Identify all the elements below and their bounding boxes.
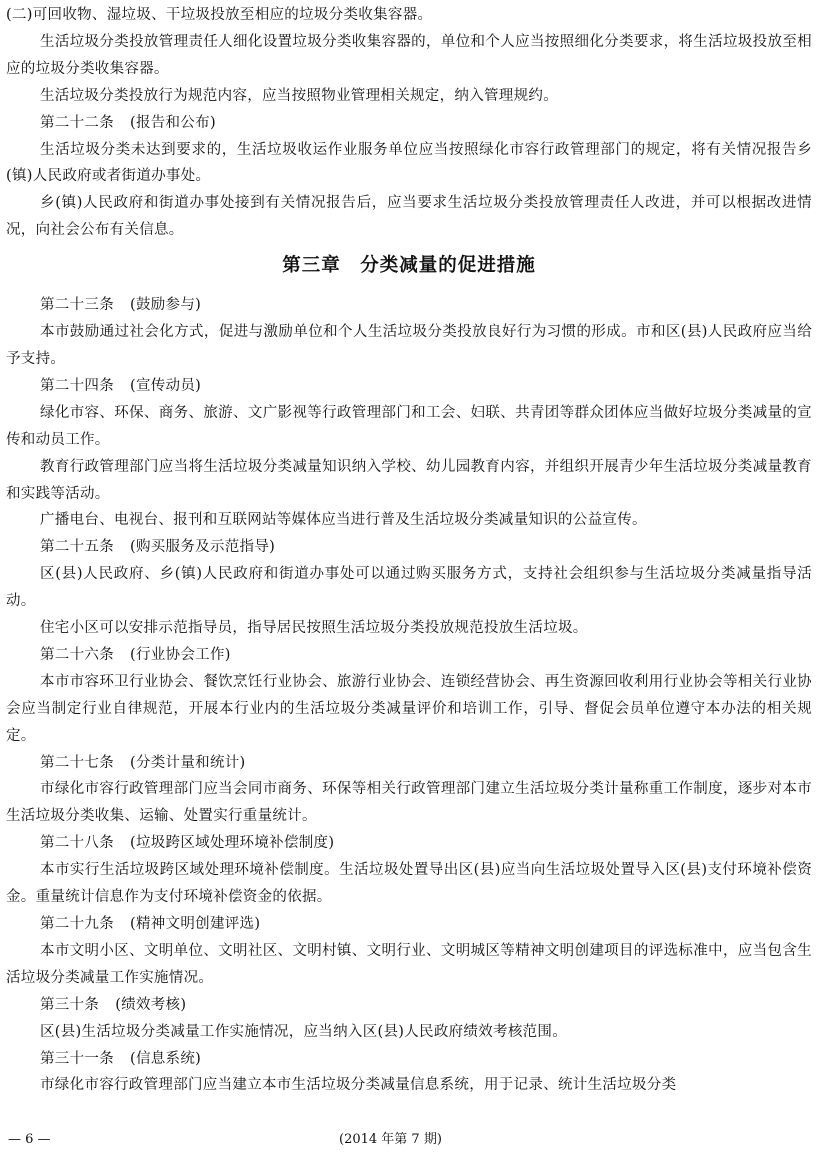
article-caption: (行业协会工作) — [130, 646, 231, 663]
article-number: 第二十三条 — [40, 297, 114, 314]
article-number: 第二十四条 — [40, 377, 114, 394]
article-number: 第二十九条 — [40, 916, 114, 932]
paragraph: 本市实行生活垃圾跨区域处理环境补偿制度。生活垃圾处置导出区(县)应当向生活垃圾处置导入区(县)支付环境补偿资金。重量统计信息作为支付环境补偿资金的依据。 — [6, 862, 812, 906]
paragraph: 生活垃圾分类未达到要求的，生活垃圾收运作业服务单位应当按照绿化市容行政管理部门的规定，将有关情况报告乡(镇)人民政府或者街道办事处。 — [6, 141, 812, 185]
page-number: — 6 — — [8, 1132, 51, 1147]
article-caption: (信息系统) — [130, 1050, 202, 1067]
article-heading — [6, 534, 812, 561]
paragraph: 生活垃圾分类投放管理责任人细化设置垃圾分类收集容器的，单位和个人应当按照细化分类要求，将生活垃圾投放至相应的垃圾分类收集容器。 — [6, 33, 812, 77]
chapter-title: 第三章 分类减量的促进措施 — [282, 255, 536, 277]
article-number: 第三十条 — [40, 996, 100, 1013]
article-heading — [6, 110, 812, 137]
article-number: 第三十一条 — [40, 1050, 114, 1067]
paragraph: 乡(镇)人民政府和街道办事处接到有关情况报告后，应当要求生活垃圾分类投放管理责任人改进，并可以根据改进情况，向社会公布有关信息。 — [6, 195, 812, 239]
article-caption: (鼓励参与) — [130, 297, 202, 314]
article-heading — [6, 830, 812, 857]
paragraph: 本市文明小区、文明单位、文明社区、文明村镇、文明行业、文明城区等精神文明创建项目的评选标准中，应当包含生活垃圾分类减量工作实施情况。 — [6, 942, 812, 986]
paragraph: 市绿化市容行政管理部门应当会同市商务、环保等相关行政管理部门建立生活垃圾分类计量称重工作制度，逐步对本市生活垃圾分类收集、运输、处置实行重量统计。 — [6, 781, 812, 825]
article-caption: (报告和公布) — [130, 114, 216, 131]
paragraph: 本市鼓励通过社会化方式，促进与激励单位和个人生活垃圾分类投放良好行为习惯的形成。市和区(县)人民政府应当给予支持。 — [6, 324, 812, 367]
article-heading — [6, 292, 812, 319]
paragraph: 广播电台、电视台、报刊和互联网站等媒体应当进行普及生活垃圾分类减量知识的公益宣传。 — [40, 512, 647, 529]
article-caption: (分类计量和统计) — [130, 754, 246, 771]
article-caption: (精神文明创建评选) — [130, 916, 261, 932]
issue-label: (2014 年第 7 期) — [339, 1132, 442, 1147]
article-caption: (绩效考核) — [115, 996, 187, 1013]
article-caption: (垃圾跨区域处理环境补偿制度) — [130, 835, 335, 852]
paragraph: 绿化市容、环保、商务、旅游、文广影视等行政管理部门和工会、妇联、共青团等群众团体应当做好垃圾分类减量的宣传和动员工作。 — [6, 404, 812, 448]
paragraph: 市绿化市容行政管理部门应当建立本市生活垃圾分类减量信息系统，用于记录、统计生活垃圾分类 — [40, 1077, 677, 1094]
article-number: 第二十六条 — [40, 646, 114, 663]
article-number: 第二十二条 — [40, 114, 114, 131]
paragraph: 本市市容环卫行业协会、餐饮烹饪行业协会、旅游行业协会、连锁经营协会、再生资源回收利用行业协会等相关行业协会应当制定行业自律规范，开展本行业内的生活垃圾分类减量评价和培训工作，引导、督促会员单位遵守本办法的相关规定。 — [6, 673, 812, 744]
document-body — [6, 2, 812, 1099]
paragraph: 生活垃圾分类投放行为规范内容，应当按照物业管理相关规定，纳入管理规约。 — [40, 87, 558, 104]
article-number: 第二十七条 — [40, 754, 114, 771]
article-heading — [6, 750, 812, 777]
page-footer — [0, 1128, 827, 1152]
article-caption: (购买服务及示范指导) — [130, 539, 276, 556]
article-heading — [6, 992, 812, 1019]
article-heading — [6, 1046, 812, 1073]
article-heading — [6, 373, 812, 400]
article-heading — [6, 911, 812, 938]
article-number: 第二十八条 — [40, 835, 114, 852]
article-caption: (宣传动员) — [130, 377, 202, 394]
article-heading — [6, 642, 812, 669]
paragraph: 区(县)人民政府、乡(镇)人民政府和街道办事处可以通过购买服务方式，支持社会组织参与生活垃圾分类减量指导活动。 — [6, 566, 812, 610]
paragraph: 教育行政管理部门应当将生活垃圾分类减量知识纳入学校、幼儿园教育内容，并组织开展青少年生活垃圾分类减量教育和实践等活动。 — [6, 458, 812, 502]
paragraph: (二)可回收物、湿垃圾、干垃圾投放至相应的垃圾分类收集容器。 — [6, 7, 433, 23]
article-number: 第二十五条 — [40, 539, 114, 556]
paragraph: 住宅小区可以安排示范指导员，指导居民按照生活垃圾分类投放规范投放生活垃圾。 — [40, 620, 588, 637]
paragraph: 区(县)生活垃圾分类减量工作实施情况，应当纳入区(县)人民政府绩效考核范围。 — [40, 1023, 568, 1040]
